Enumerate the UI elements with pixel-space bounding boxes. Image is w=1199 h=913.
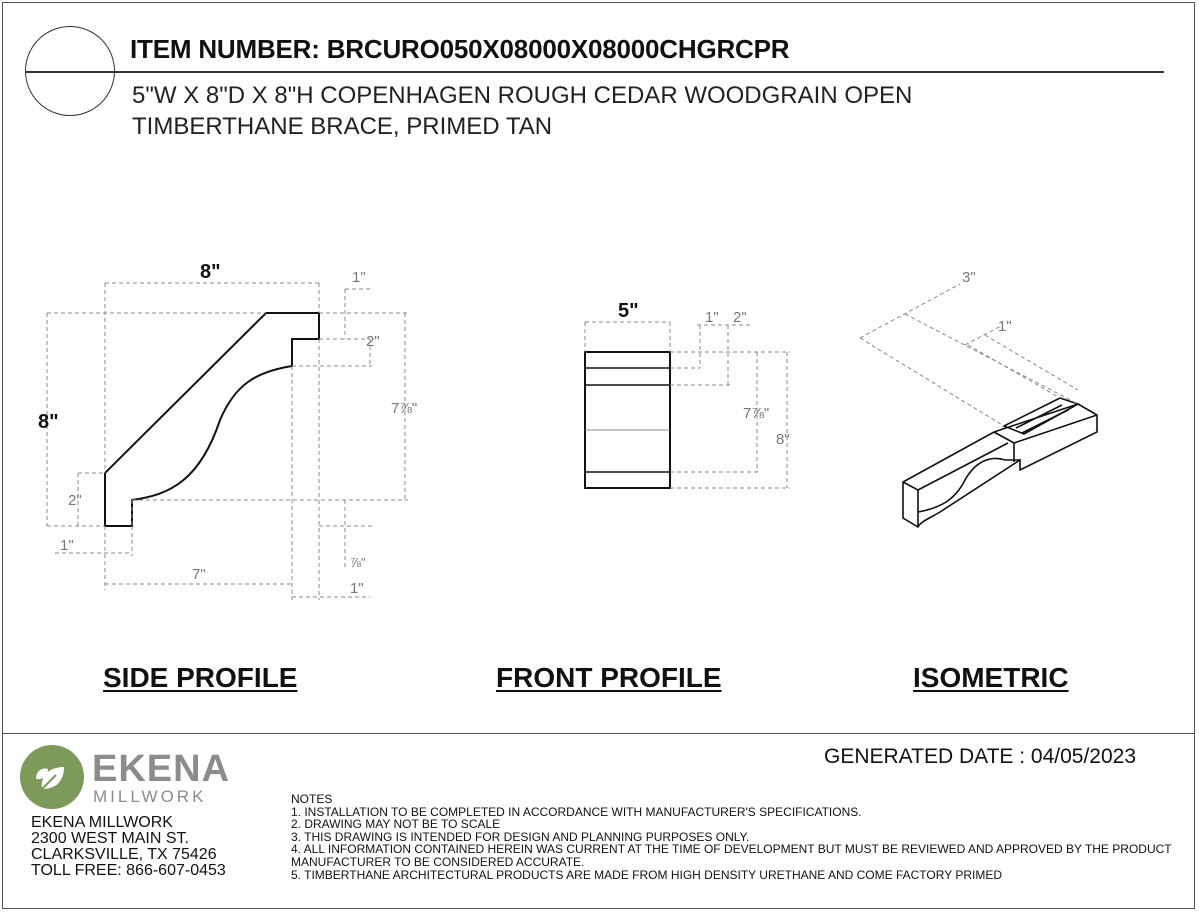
note-item: 4. ALL INFORMATION CONTAINED HEREIN WAS CURRENT AT THE TIME OF DEVELOPMENT BUT MUST BE REVIEWED AND APPROVED BY THE PRODUCT MANUFACTURER TO BE CONSIDERED ACCURATE. bbox=[291, 842, 1172, 869]
side-dimension-lines bbox=[47, 283, 408, 600]
description-line-2: TIMBERTHANE BRACE, PRIMED TAN bbox=[132, 113, 553, 140]
note-item: 1. INSTALLATION TO BE COMPLETED IN ACCORDANCE WITH MANUFACTURER'S SPECIFICATIONS. bbox=[291, 804, 862, 819]
side-dim-bottom-7: 7" bbox=[192, 566, 206, 583]
side-profile-outline bbox=[105, 313, 319, 526]
side-dim-seven-eighths: 7⅞" bbox=[391, 400, 418, 417]
note-item: 3. THIS DRAWING IS INTENDED FOR DESIGN AND PLANNING PURPOSES ONLY. bbox=[291, 829, 750, 844]
front-dim-1: 1" bbox=[705, 309, 719, 326]
address-line: 2300 WEST MAIN ST. bbox=[31, 830, 189, 847]
front-dim-width: 5" bbox=[618, 300, 639, 322]
side-dim-left-2: 2" bbox=[68, 492, 82, 509]
notes-title: NOTES bbox=[291, 792, 333, 806]
side-dim-bottom-1: 1" bbox=[350, 580, 364, 597]
side-dim-step: 2" bbox=[366, 333, 380, 350]
front-dim-7-8: 7⅞" bbox=[743, 405, 770, 422]
side-dim-top-right: 1" bbox=[352, 269, 366, 286]
address-line: TOLL FREE: 866-607-0453 bbox=[31, 862, 226, 879]
side-dim-left-1: 1" bbox=[60, 537, 74, 554]
notes-block bbox=[291, 793, 1181, 881]
isometric-drawing bbox=[860, 284, 1097, 527]
ekena-leaf-logo-icon bbox=[20, 745, 84, 809]
brand-subtitle: MILLWORK bbox=[93, 787, 207, 806]
company-address bbox=[31, 815, 226, 879]
side-profile-label: SIDE PROFILE bbox=[103, 662, 298, 693]
address-line: CLARKSVILLE, TX 75426 bbox=[31, 846, 217, 863]
dimension-labels bbox=[38, 261, 1012, 597]
address-line: EKENA MILLWORK bbox=[31, 814, 173, 831]
side-profile-drawing bbox=[47, 283, 408, 600]
side-dim-height: 8" bbox=[38, 411, 59, 433]
brand-name: EKENA bbox=[92, 748, 231, 790]
isometric-label: ISOMETRIC bbox=[913, 662, 1069, 693]
iso-dim-1: 1" bbox=[998, 318, 1012, 335]
front-dim-8: 8" bbox=[776, 431, 790, 448]
description-line-1: 5"W X 8"D X 8"H COPENHAGEN ROUGH CEDAR WOODGRAIN OPEN bbox=[132, 82, 913, 109]
front-profile-outline bbox=[585, 352, 670, 488]
note-item: 2. DRAWING MAY NOT BE TO SCALE bbox=[291, 817, 501, 832]
note-item: 5. TIMBERTHANE ARCHITECTURAL PRODUCTS ARE MADE FROM HIGH DENSITY URETHANE AND COME FACTORY PRIMED bbox=[291, 867, 1002, 882]
side-dim-bottom-7-8: ⅞" bbox=[350, 555, 366, 570]
side-dim-width: 8" bbox=[200, 261, 221, 283]
generated-date: GENERATED DATE : 04/05/2023 bbox=[824, 745, 1137, 768]
front-dim-2: 2" bbox=[733, 309, 747, 326]
iso-dim-3: 3" bbox=[962, 269, 976, 286]
item-number: ITEM NUMBER: BRCURO050X08000X08000CHGRCPR bbox=[130, 34, 790, 64]
front-profile-label: FRONT PROFILE bbox=[496, 662, 722, 693]
